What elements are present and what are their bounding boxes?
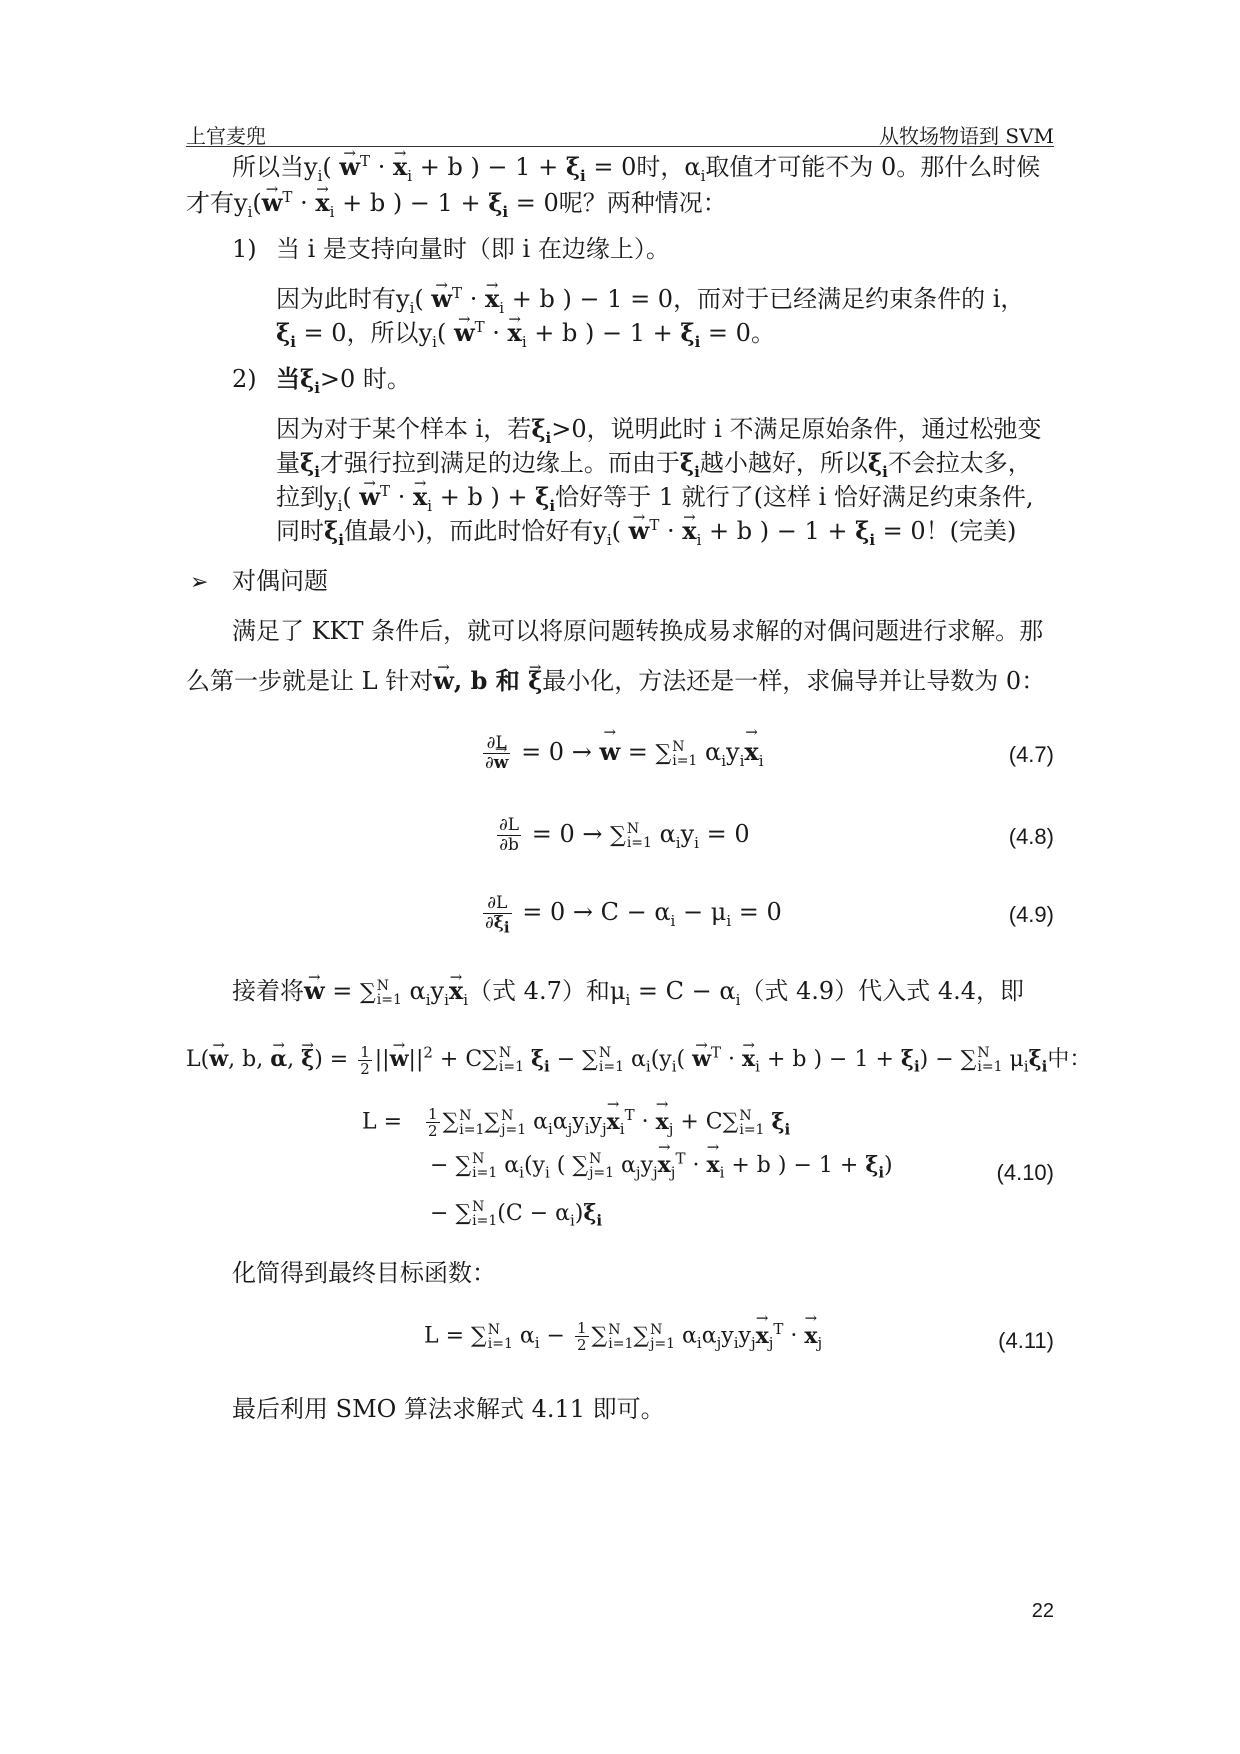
text: 接着将 <box>232 977 304 1005</box>
list-item-2-line-2 <box>276 446 1032 480</box>
header-title: 从牧场物语到 SVM <box>879 124 1054 148</box>
formula: $\xi_i$ <box>679 448 700 481</box>
list-item-2-line-3 <box>276 480 1034 514</box>
formula: $y_i( \to w^T$ · → $x_i + b$ ) − $1 + \xi_i = 0$ <box>593 517 925 545</box>
page-header <box>186 120 1054 148</box>
equation-number: (4.8) <box>1008 824 1054 849</box>
text: 中： <box>1047 1047 1092 1072</box>
equation-number: (4.9) <box>1008 902 1054 927</box>
list-item-1-line-1 <box>276 282 1024 316</box>
list-item-1-title <box>232 232 670 266</box>
text: 因为此时有 <box>276 285 396 313</box>
text: >0 时。 <box>319 365 411 393</box>
equation-4-9: $\frac{\partial L}{\partial\xi_i}$ = $0 \to C - \alpha_i - \mu_i = 0$ <box>485 893 782 937</box>
text: >0，说明此时 i 不满足原始条件，通过松弛变 <box>551 415 1042 443</box>
formula: → w = ∑ N i=1 $\alpha_iy_i\to x_i$ <box>304 977 468 1005</box>
list-item-1-line-2 <box>276 316 775 350</box>
text: 拉到 <box>276 483 324 511</box>
formula: $\xi_i$ <box>300 364 320 397</box>
equation-4-7: $\frac{\partial L}{\partial\to w}$ = 0 → → w = ∑ N i=1 $\alpha_iy_i\to x_i$ <box>480 734 764 773</box>
paragraph-5 <box>232 1392 665 1426</box>
text: 时， <box>636 153 685 181</box>
formula: $\xi_i$ <box>867 448 888 481</box>
header-author: 上官麦兜 <box>186 124 266 148</box>
formula: $\xi_i$ <box>531 414 552 447</box>
formula: $y_i( \to w^T$ · → $x_i + b$ ) − $1 + \xi_i = 0$ <box>419 319 751 347</box>
list-item-2-line-1 <box>276 412 1042 446</box>
section-title: 对偶问题 <box>232 567 328 595</box>
text: 最小化，方法还是一样，求偏导并让导数为 0： <box>542 667 1046 695</box>
list-item-2-line-4 <box>276 514 1016 548</box>
paragraph-2-line-2 <box>186 664 1045 698</box>
text: 值最小)，而此时恰好有 <box>343 517 594 545</box>
formula: $\mu_i = C - \alpha_i$ <box>609 977 741 1009</box>
equation-4-10-line-1: L = $\frac{1}{2}$ ∑ N i=1 ∑ N j=1 $\alpha_i\alpha_jy_iy_j\to x_i^T$ · → $x_j + C\sum$ N i=1 $\xi_i$ <box>362 1106 790 1139</box>
paragraph-4 <box>232 1256 496 1290</box>
text: 取值才可能不为 0。那什么时候 <box>705 153 1041 181</box>
page-number: 22 <box>1031 1600 1054 1622</box>
formula: $\alpha_i$ <box>684 153 706 185</box>
equation-4-8: $\frac{\partial L}{\partial b}$ = 0 → ∑ N i=1 $\alpha_iy_i = 0$ <box>499 815 750 855</box>
text: 呢？两种情况： <box>558 189 727 217</box>
text: ，而对于已经满足约束条件的 i， <box>673 285 1025 313</box>
equation-number: (4.7) <box>1008 742 1054 767</box>
formula: $y_i( \to w^T$ · → $x_i + b$ ) + $\xi_i$ <box>324 483 555 511</box>
text: 才强行拉到满足的边缘上。而由于 <box>319 449 680 477</box>
equation-4-10-line-3: − ∑ N i=1 $(C - \alpha_i)\xi_i$ <box>430 1199 603 1230</box>
text: 当 <box>276 364 300 393</box>
equation-4-11: L = ∑ N i=1 $\alpha_i$ − $\frac{1}{2}$ ∑ N i=1 ∑ N j=1 $\alpha_i\alpha_jy_iy_j\to x_j^T$ · → $x_j$ <box>424 1320 822 1353</box>
text: 。 <box>750 319 775 347</box>
equation-number: (4.10) <box>996 1160 1054 1185</box>
text: 不会拉太多， <box>887 449 1032 477</box>
text: 最后利用 SMO 算法求解式 4.11 即可。 <box>232 1395 665 1423</box>
section-heading <box>190 564 328 600</box>
list-item-2-title <box>232 362 411 396</box>
text: 才有 <box>186 189 234 217</box>
list-number: 1) <box>232 235 257 263</box>
list-number: 2) <box>232 365 257 393</box>
text: 同时 <box>276 517 324 545</box>
paragraph-2-line-1 <box>232 614 1043 648</box>
formula: $y_i( \to w^T$ · → $x_i + b$ ) − 1 = 0 <box>396 285 673 313</box>
text: 化简得到最终目标函数： <box>232 1259 496 1287</box>
header-rule <box>186 146 1054 147</box>
text: 么第一步就是让 L 针对 <box>186 667 434 695</box>
equation-4-10-line-2: − ∑ N i=1 $\alpha_i(y_i$ ( ∑ N j=1 $\alpha_jy_j\to x_j^T$ · → $x_i + b$ ) − $1 + \xi_i$) <box>430 1152 893 1180</box>
formula: → w, b 和 → ξ <box>433 666 542 695</box>
formula: $y_i(\to w^T$ · → $x_i + b$ ) − $1 + \xi_i = 0$ <box>234 189 559 217</box>
formula: $\xi_i$ <box>300 448 320 481</box>
paragraph-1-line-2 <box>186 186 727 220</box>
paragraph-1-line-1 <box>232 150 1040 184</box>
equation-number: (4.11) <box>998 1328 1054 1353</box>
formula: $y_i( \to w^T$ · → $x_i + b$ ) − $1 + \xi_i = 0$ <box>304 153 636 181</box>
text: 恰好等于 1 就行了(这样 i 恰好满足约束条件, <box>555 483 1034 511</box>
text: 因为对于某个样本 i，若 <box>276 415 532 443</box>
text: （式 4.7）和 <box>468 977 610 1005</box>
text: ！(完美) <box>925 517 1017 545</box>
text: 满足了 KKT 条件后，就可以将原问题转换成易求解的对偶问题进行求解。那 <box>232 617 1044 645</box>
text: 越小越好，所以 <box>699 449 868 477</box>
formula: $\xi_i = 0$ <box>276 318 347 351</box>
arrow-bullet-icon: ➢ <box>190 570 209 595</box>
text: 所以当 <box>232 153 304 181</box>
text: 量 <box>276 449 300 477</box>
paragraph-3-line-2: L(→ w, b, → α, → ξ) = $\frac{1}{2}$ ||→ $w||^2 + C\sum$ N i=1 $\xi_i$ − ∑ N i=1 $\alpha_i(y_i( \to w^T$ · → $x_i + b$ ) − $1 + \xi_i$) − ∑ N i=1 $\mu_i\xi_i$中： <box>186 1042 1091 1077</box>
text: ，所以 <box>346 319 419 347</box>
paragraph-3-line-1 <box>232 974 1024 1010</box>
text: （式 4.9）代入式 4.4，即 <box>740 977 1024 1005</box>
formula: $\xi_i$ <box>324 516 344 549</box>
text: 当 i 是支持向量时（即 i 在边缘上）。 <box>276 235 670 263</box>
